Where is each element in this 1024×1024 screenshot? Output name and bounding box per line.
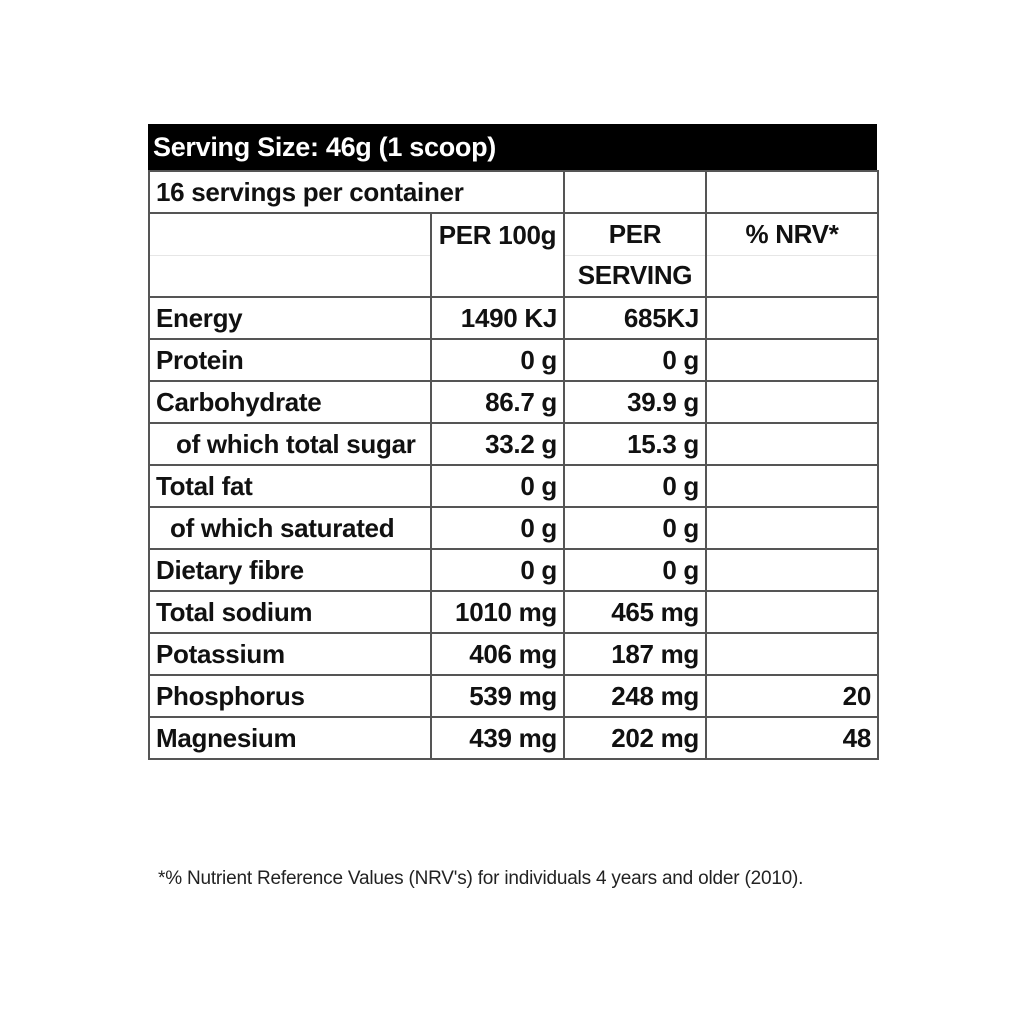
nrv-value: 48 [706,717,878,759]
col-header-nrv: % NRV* [706,213,878,255]
column-header-row-1 [149,213,878,255]
nutrient-name: Phosphorus [149,675,431,717]
per-serving-value: 465 mg [564,591,706,633]
servings-row [149,171,878,213]
per-serving-value: 39.9 g [564,381,706,423]
per-serving-value: 0 g [564,549,706,591]
nrv-value [706,423,878,465]
nutrient-name: Total fat [149,465,431,507]
per-serving-value: 0 g [564,465,706,507]
table-row [149,549,878,591]
nrv-value [706,507,878,549]
table-row [149,465,878,507]
empty-cell [706,171,878,213]
nrv-value [706,339,878,381]
nutrition-panel [148,124,877,760]
nutrient-name: Potassium [149,633,431,675]
per-serving-value: 248 mg [564,675,706,717]
table-row [149,339,878,381]
nrv-value [706,465,878,507]
empty-header-cell [149,255,431,297]
per-100g-value: 406 mg [431,633,564,675]
table-row [149,633,878,675]
empty-cell [564,171,706,213]
per-serving-value: 685KJ [564,297,706,339]
per-100g-value: 33.2 g [431,423,564,465]
per-serving-value: 0 g [564,507,706,549]
nutrient-name: Carbohydrate [149,381,431,423]
nutrient-name: of which total sugar [149,423,431,465]
nutrient-name: Total sodium [149,591,431,633]
nrv-value: 20 [706,675,878,717]
table-row [149,591,878,633]
table-row [149,423,878,465]
empty-header-cell [149,213,431,255]
table-row [149,675,878,717]
nutrition-table [148,170,879,760]
servings-per-container: 16 servings per container [149,171,564,213]
nrv-footnote: *% Nutrient Reference Values (NRV's) for individuals 4 years and older (2010). [158,868,804,889]
empty-header-cell [706,255,878,297]
per-100g-value: 0 g [431,507,564,549]
table-row [149,507,878,549]
per-100g-value: 86.7 g [431,381,564,423]
nutrient-name: Dietary fibre [149,549,431,591]
per-100g-value: 439 mg [431,717,564,759]
nrv-value [706,381,878,423]
per-serving-value: 0 g [564,339,706,381]
per-serving-value: 15.3 g [564,423,706,465]
nutrient-name: Energy [149,297,431,339]
table-row [149,717,878,759]
per-100g-value: 1010 mg [431,591,564,633]
per-100g-value: 0 g [431,339,564,381]
per-100g-value: 1490 KJ [431,297,564,339]
serving-size-header: Serving Size: 46g (1 scoop) [148,124,877,170]
nutrient-name: Magnesium [149,717,431,759]
per-100g-value: 0 g [431,465,564,507]
per-serving-value: 187 mg [564,633,706,675]
nrv-value [706,297,878,339]
col-header-per-100g: PER 100g [431,213,564,297]
nrv-value [706,549,878,591]
nrv-value [706,633,878,675]
per-100g-value: 0 g [431,549,564,591]
nutrient-name: of which saturated [149,507,431,549]
table-row [149,297,878,339]
per-100g-value: 539 mg [431,675,564,717]
per-serving-value: 202 mg [564,717,706,759]
col-header-per-serving-line1: PER [564,213,706,255]
table-row [149,381,878,423]
nutrient-name: Protein [149,339,431,381]
nrv-value [706,591,878,633]
col-header-per-serving-line2: SERVING [564,255,706,297]
